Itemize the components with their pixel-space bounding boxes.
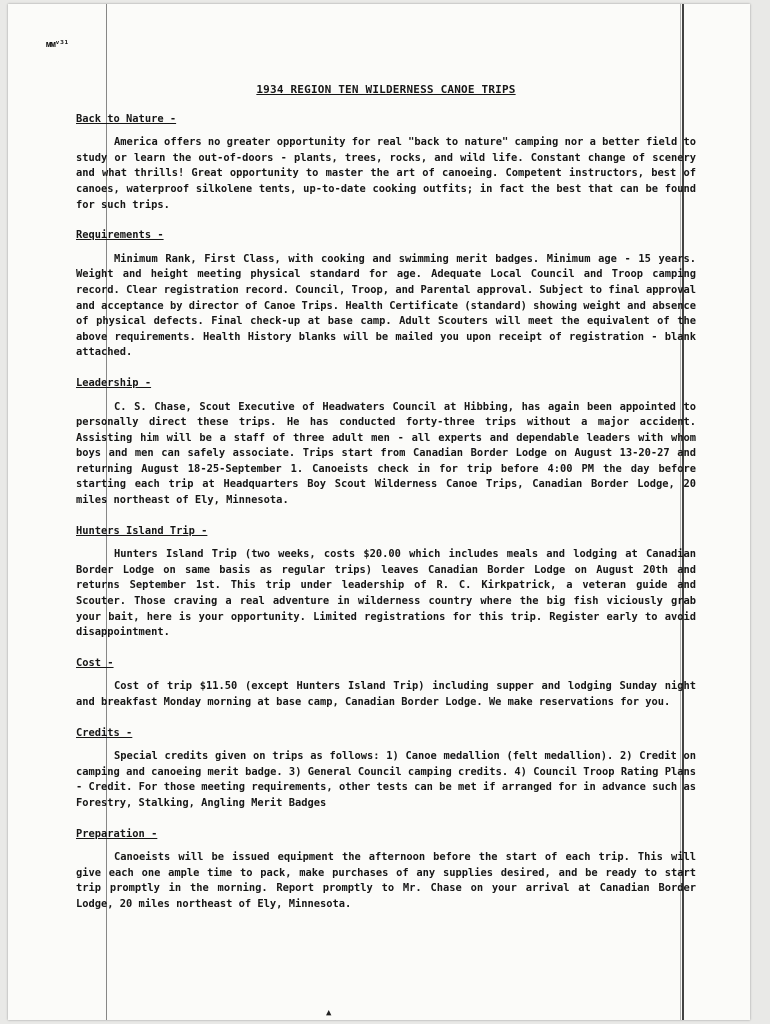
page-footer-mark: ▲	[326, 1008, 332, 1018]
section-body: America offers no greater opportunity for real "back to nature" camping nor a better field to study or learn the out-of-doors - plants, trees, rocks, and wild life. Constant change of scenery and what thrills! Great opportunity to master the art of canoeing. Competent instructors, best of canoes, waterproof silkolene tents, up-to-date cooking outfits; in fact the best that can be found for such trips.	[76, 136, 696, 211]
section-body: Cost of trip $11.50 (except Hunters Island Trip) including supper and lodging Sunday night and breakfast Monday morning at base camp, Canadian Border Lodge. We make reservations for you.	[76, 680, 696, 708]
section-body: Minimum Rank, First Class, with cooking and swimming merit badges. Minimum age - 15 years. Weight and height meeting physical standard for age. Adequate Local Council and Troop camping record. Clear registration record. Council, Troop, and Parental approval. Subject to final approval and acceptance by director of Canoe Trips. Health Certificate (standard) showing weight and absence of physical defects. Final check-up at base camp. Adult Scouters will meet the equivalent of the above requirements. Health History blanks will be mailed you upon receipt of registration - blank attached.	[76, 252, 696, 359]
section-body: Special credits given on trips as follows: 1) Canoe medallion (felt medallion). 2) Credit on camping and canoeing merit badge. 3) General Council camping credits. 4) Council Troop Rating Plans - Credit. For those meeting requirements, other tests can be met if arranged for in advance such as Forestry, Stalking, Angling Merit Badges	[76, 750, 696, 809]
section-back-to-nature	[76, 112, 696, 214]
section-heading: Preparation -	[76, 827, 158, 840]
section-heading: Hunters Island Trip -	[76, 524, 208, 537]
section-heading: Requirements -	[76, 229, 164, 242]
section-body: Canoeists will be issued equipment the afternoon before the start of each trip. This will give each one ample time to pack, make purchases of any supplies desired, and be ready to start trip promptly in the morning. Report promptly to Mr. Chase on your arrival at Canadian Border Lodge, 20 miles northeast of Ely, Minnesota.	[76, 851, 696, 910]
section-body: C. S. Chase, Scout Executive of Headwaters Council at Hibbing, has again been appointed to personally direct these trips. He has conducted forty-three trips without a major accident. Assisting him will be a staff of three adult men - all experts and dependable leaders with whom boys and men can safely associate. Trips start from Canadian Border Lodge on August 13-20-27 and returning August 18-25-September 1. Canoeists check in for trip before 4:00 PM the day before starting each trip at Headquarters Boy Scout Wilderness Canoe Trips, Canadian Border Lodge, 20 miles northeast of Ely, Minnesota.	[76, 400, 696, 507]
document-page	[8, 4, 750, 1020]
corner-mark: ᴍᴍᵛ³¹	[46, 40, 69, 50]
section-body: Hunters Island Trip (two weeks, costs $20.00 which includes meals and lodging at Canadian Border Lodge on same basis as regular trips) leaves Canadian Border Lodge on August 20th and returns September 1st. This trip under leadership of R. C. Kirkpatrick, a veteran guide and Scouter. Those craving a real adventure in wilderness country where the big fish viciously grab your bait, here is your opportunity. Limited registrations for this trip. Register early to avoid disappointment.	[76, 548, 696, 639]
section-heading: Leadership -	[76, 376, 152, 389]
section-heading: Cost -	[76, 656, 114, 669]
document-title: 1934 REGION TEN WILDERNESS CANOE TRIPS	[256, 83, 516, 96]
section-credits	[76, 726, 696, 812]
section-heading: Credits -	[76, 726, 133, 739]
section-preparation	[76, 827, 696, 913]
section-cost	[76, 656, 696, 711]
section-requirements	[76, 228, 696, 361]
section-hunters-island-trip	[76, 524, 696, 641]
section-leadership	[76, 376, 696, 509]
section-heading: Back to Nature -	[76, 112, 177, 125]
document-body	[76, 82, 696, 928]
